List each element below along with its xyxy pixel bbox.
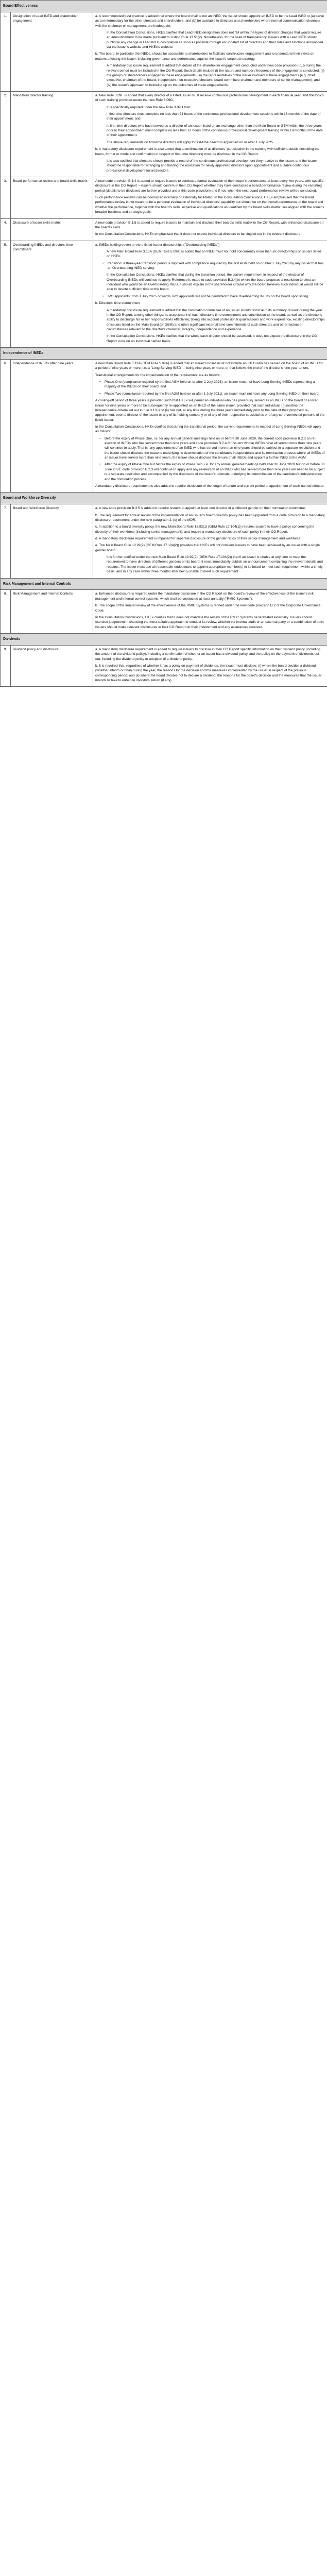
table-row (1, 645, 327, 687)
row-topic: Board performance review and board skills matrix (11, 177, 93, 219)
item-e: e. The Main Board Rule 13.92(2) (GEM Rule 17.104(2)) provides that HKEx will not consider issuers to have been achieved by an issuer with a single gender board. (95, 544, 320, 552)
bullet-icon: • (102, 261, 104, 265)
row-number: 7. (1, 504, 11, 578)
table-row (1, 12, 327, 91)
bullet-item: • transition: a three-year transition period is imposed with compliance required by the first AGM held on or after 1 July 2028 by any issuer that has an Overboarding INED serving. (102, 261, 324, 270)
section-title: Board Effectiveness (1, 1, 327, 12)
bullet-icon: • (102, 294, 104, 298)
item-a: a. A recommended best practice is added that where the board chair is not an INED, the issuer should appoint an INED to be the Lead INED to (a) serve as an intermediary for the other directors and shareholders; and (b) be available to directors and shareholders where normal communication channels with the chairman or management are inadequate. (95, 14, 324, 28)
row-topic: Disclosure of board skills matrix (11, 218, 93, 241)
table-row (1, 360, 327, 493)
paragraph: A new Main Board Rule 3.13A (GEM Rule 5.09A) is added that an INED must not hold concurrently more than six directorships of issuers listed on HKEx. (107, 249, 321, 259)
row-number: 9. (1, 645, 11, 687)
paragraph: It is also codified that directors should provide a record of the continuous professional development they receive to the issuer, and the issuer should be responsible for arranging and funding the education for newly appointed directors upon appointment and suitable continuous professional development for all directors. (107, 159, 317, 173)
table-row (1, 504, 327, 578)
paragraph: Such performance reviews can be conducted internally or externally facilitated. In the Consultation Conclusions, HKEx emphasised that the board performance review is not meant to be a personal evaluation of individual directors' capability but should be on the overall performance of the board and whether the performance, together with the board's skills, expertise and qualifications as identified by the board skills matrix, are aligned with the issuer's broader business and strategic goals. (95, 196, 324, 214)
section-header-dividends (1, 633, 327, 645)
item-a: a. Enhanced disclosure is required under the mandatory disclosure in the CG Report on the board's review of the effectiveness of the issuer's risk management and internal control systems, which shall be conducted at least annually ("RMIC Systems"). (95, 592, 314, 601)
row-content (93, 177, 327, 219)
item-a: a. A new code provision B.3.5 is added to require issuers to appoint at least one director of a different gender on their nomination committee. (95, 506, 306, 511)
bullet-item: • Phase Two (compliance required by the first AGM held on or after 1 July 2031): an issuer must not have any Long Serving INED on their board. (99, 392, 320, 396)
item-b: b. It is required that, regardless of whether it has a policy on payment of dividends, the issuer must disclose: (i) where the board decides a dividend (whether interim or final) during the year, the reasons for the decision and the measures implemented by the issuer in respect of the previous corresponding period; and (ii) where the board decides not to declare a dividend, the reasons for the board's decision and the measures that the issuer intends to take to enhance investors' return (if any). (95, 664, 322, 683)
paragraph: A new code provision B.1.5 is added to require issuers to maintain and disclose their board's skills matrix in the CG Report, with enhanced disclosure on the board's skills. (95, 221, 324, 229)
bullet-item: • Phase One (compliance required by the first AGM held on or after 1 July 2028): an issuer must not have Long Serving INEDs representing a majority of the INEDs on their board; and (99, 380, 315, 389)
row-content (93, 504, 327, 578)
row-topic: Overboarding INEDs and directors' time commitment (11, 241, 93, 347)
table-row (1, 177, 327, 219)
paragraph: It is further codified under the new Main Board Rule 13.92(2) (GEM Rule 17.104(2)) that if an issuer is unable at any time to meet the requirement to have directors of different genders on its board, it must immediately publish an announcement containing the relevant details and reasons. The issuer must use all reasonable endeavours to appoint appropriate member(s) to its board to meet such requirement within a timely basis, and in any case within three months after being unable to meet such requirement. (107, 555, 323, 574)
paragraph: It is specifically required under the new Rule 3.09H that: (107, 105, 191, 109)
paragraph: A new Main Board Rule 3.13A (GEM Rule 5.09A) is added that an issuer's board must not include an INED who has served on the board of an INED for a period of nine years or more, i.e. a "Long Serving INED" – being nine years or more, or that follows the end of the director's nine year tenure. (95, 362, 323, 370)
paragraph: A mandatory disclosure requirement is also added to require disclosure of the length of tenure and current period of appointment of each named director. (95, 484, 324, 488)
section-header-independence (1, 348, 327, 360)
paragraph: In the Consultation Conclusions, HKEx clarifies that the whole each director should be assessed. It does not expect the disclosure in the CG Report to be on an individual named basis. (107, 334, 317, 343)
bullet-icon: • (99, 436, 101, 440)
item-a: a. A mandatory disclosure requirement is added to require issuers to disclose in their CG Report specific information on their dividend policy (including the amount of the dividend policy), including a confirmation of whether an issuer has a dividend policy, and the policy on the payment of dividends set out, including the dividend policy or adoption of a dividend policy. (95, 647, 320, 661)
item-c: c. In addition to a board diversity policy, the new Main Board Rule 13.92(1) (GEM Rule 17.104(1)) requires issuers to have a policy concerning the diversity of their workforce (including senior management), and require a mandatory disclosure of such policy in their CG Report. (95, 525, 315, 534)
paragraph: A cooling-off period of three years is provided such that HKEx will permit an individual who has previously served as an INED on the board of a listed issuer for nine years or more to be subsequently re-appointed as an INED of the same issuer, provided that such individual: (i) satisfies the independence criteria set out in rule 3.13; and (ii) has not, at any time during the three years immediately prior to the date of their proposed re-appointment, been a director of the issuer or any of its holding company or of any of their respective subsidiaries or of any core connected persons of the listed issuer. (95, 399, 325, 422)
item-a: a. New Rule 3.09F is added that every director of a listed issuer must receive continuous professional development in each financial year, and the topics of such training provided under the new Rule 3.09G. (95, 93, 324, 103)
row-content (93, 12, 327, 91)
section-header-risk (1, 578, 327, 590)
section-header-board-effectiveness (1, 1, 327, 12)
row-content (93, 590, 327, 634)
row-number: 3. (1, 177, 11, 219)
row-topic: Mandatory director training (11, 91, 93, 177)
bullet-item: • After the expiry of Phase One but before the expiry of Phase Two, i.e. for any annual general meetings held after 30 June 2028 but on or before 30 June 2031: code provision B.2.3 will continue to apply and any re-election of an INED who has served more than nine years will need to be subject to a separate resolution and accompanied by the disclosure of the board's rationale underlying its determination of the candidate's independence and the nomination process. (99, 463, 325, 481)
table-row (1, 590, 327, 634)
row-number: 2. (1, 91, 11, 177)
paragraph: A new code provision B.1.4 is added to require issuers to conduct a formal evaluation of their board's performance at least every two years, with specific disclosure in the CG Report – issuers should confirm in their CG Report whether they have conducted a board performance review during the reporting period (details to be disclosed are further provided under this code provision) and if not, when the next board performance review will be conducted. (95, 179, 323, 193)
paragraph: In the Consultation Conclusions, HKEx clarifies that it does not mandate the review of the RMIC Systems be facilitated externally. Issuers should exercise judgement in choosing the most suitable approach to conduct its review, whether via internal audit or an external party or a combination of both. Issuers should make relevant disclosures in their CG Report on their involvement and any assurances received. (95, 615, 324, 629)
cg-code-amendments-table (0, 0, 327, 687)
paragraph: A mandatory disclosure requirement is added that the nomination committee of an issuer should disclose in its summary of work during the year in the CG Report, among other things: its assessment of each director's time commitment and contribution to the board, as well as the director's ability to discharge his or her responsibilities effectively, taking into account professional qualifications and work experience, existing directorships of issuers listed on the Main Board (or GEM) and other significant external time commitments of such directors and other factors or circumstances relevant to the director's character, integrity, independence and experience. (107, 308, 325, 331)
row-number: 6. (1, 360, 11, 493)
item-b: b. The scope of the annual review of the effectiveness of the RMIC Systems is refined under the new code provision D.2 of the Corporate Governance Code. (95, 604, 321, 613)
row-number: 8. (1, 590, 11, 634)
section-header-diversity (1, 493, 327, 504)
paragraph: A mandatory disclosure requirement is added that details of the shareholder engagement conducted under new code provision F.1.5 during the relevant period must be included in the CG Report. Such details include (i) the nature and number / frequency of the engagements conducted; (ii) the groups of shareholders engaged in these engagements; (iii) the representatives of the issuer involved in these engagements (e.g. chief executive, chairman of the board, independent non-executive directors, board committee chairmen and members of senior management); and (iv) the issuer's approach to following up on the outcomes of these engagements. (107, 64, 324, 87)
item-b: b. Directors' time commitment (95, 301, 140, 306)
row-number: 5. (1, 241, 11, 347)
paragraph: Transitional arrangements for the implementation of the requirement are as follows: (95, 373, 220, 377)
table-row (1, 91, 327, 177)
bullet-icon: • (99, 463, 101, 467)
row-content (93, 360, 327, 493)
item-b: b. A mandatory disclosure requirement is also added that a confirmation of all directors' participation in the training with sufficient details (including the hours, format or mode and confirmation in respect of first-time directors) must be disclosed in the CG Report. (95, 147, 320, 156)
paragraph: In the Consultation Conclusions, HKEx clarifies that Lead INED designation does not fall within the types of director changes that would require an announcement to be made pursuant to Listing Rule 13.51(2). Nonetheless, for the sake of transparency, issuers with a Lead INED should publicise any change in Lead INED designation as soon as possible through an updated list of directors and their roles and functions announced via the issuer's website and HKEx's website. (107, 31, 323, 49)
row-content (93, 241, 327, 347)
paragraph: In the Consultation Conclusions, HKEx clarifies that during the transition period, the current requirement in respect of the election of Overboarding INEDs will continue to apply. Reference is made to code provision B.3.4(b) where the board proposes a resolution to elect an individual who would be an Overboarding INED, it should explain in the shareholder circular why the board believes such individual would still be able to devote sufficient time to the board. (107, 273, 323, 292)
row-topic: Risk Management and Internal Controls (11, 590, 93, 634)
item-d: d. A mandatory disclosure requirement is imposed for separate disclosure of the gender ratios of their senior management and workforce. (95, 537, 302, 540)
row-content (93, 218, 327, 241)
bullet-icon: • (99, 392, 101, 396)
table-row (1, 218, 327, 241)
row-topic: Dividend policy and disclosure (11, 645, 93, 687)
row-content (93, 645, 327, 687)
item-b: b. The board, in particular the INEDs, should be accessible to shareholders to facilitate constructive engagement and to understand their views on matters affecting the issuer, including governance and performance against the issuer's corporate strategy. (95, 52, 315, 61)
bullet-item: • IPO applicants: from 1 July 2025 onwards, IPO applicants will not be permitted to have Overboarding INEDs on the board upon listing. (102, 294, 309, 298)
subitem-ii: ii. first-time directors who have served as a director of an issuer listed on an exchange other than the Main Board or GEM within the three years prior to their appointment must complete no less than 12 hours of the continuous professional development training within 18 months of the date of their appointment. (107, 124, 323, 138)
item-a: a. INEDs holding seven or more listed issuer directorships ("Overboarding INEDs") (95, 243, 220, 247)
paragraph: In the Consultation Conclusions, HKEx emphasised that it does not expect individual directors to be singled out in the relevant disclosure. (95, 232, 302, 236)
bullet-icon: • (99, 380, 101, 384)
bullet-item: • Before the expiry of Phase One, i.e. for any annual general meetings held on or before 30 June 2028, the current code provision B.2.3 on re-election of INEDs who has served more than nine years and code provision B.2.4 for issuers whose INEDs have all served more than nine years will continue to apply. That is, any appointment of an INED who has served more than nine years should be subject to a separate resolution and the issuer should disclose the reasons underlying its determination of the candidate's independence and its nomination process where all INEDs of an issuer have served more than nine years, the issuer should disclose the tenure of all INEDs and appoint a further INED at the AGM. (99, 436, 325, 460)
row-number: 1. (1, 12, 11, 91)
subitem-i: i. first-time directors must complete no less than 24 hours of the continuous professional development sessions within 18 months of the date of their appointment; and (107, 112, 321, 121)
section-title: Dividends (1, 633, 327, 645)
row-topic: Independence of INEDs after nine years (11, 360, 93, 493)
section-title: Risk Management and Internal Controls (1, 578, 327, 590)
item-b: b. The requirement for annual review of the implementation of an issuer's board diversity policy has been upgraded from a code provision to a mandatory disclosure requirement under the new paragraph J. (c) of the MDR. (95, 513, 325, 522)
paragraph: In the Consultation Conclusions, HKEx clarifies that during the transitional period, the current requirements in respect of Long Serving INEDs will apply as follows: (95, 425, 321, 434)
table-row (1, 241, 327, 347)
row-topic: Board and Workforce Diversity (11, 504, 93, 578)
row-topic: Designation of Lead INED and shareholder engagement (11, 12, 93, 91)
row-number: 4. (1, 218, 11, 241)
paragraph: The above requirements on first-time directors will apply to first-time directors appointed on or after 1 July 2025. (107, 140, 274, 144)
row-content (93, 91, 327, 177)
section-title: Independence of INEDs (1, 348, 327, 360)
section-title: Board and Workforce Diversity (1, 493, 327, 504)
